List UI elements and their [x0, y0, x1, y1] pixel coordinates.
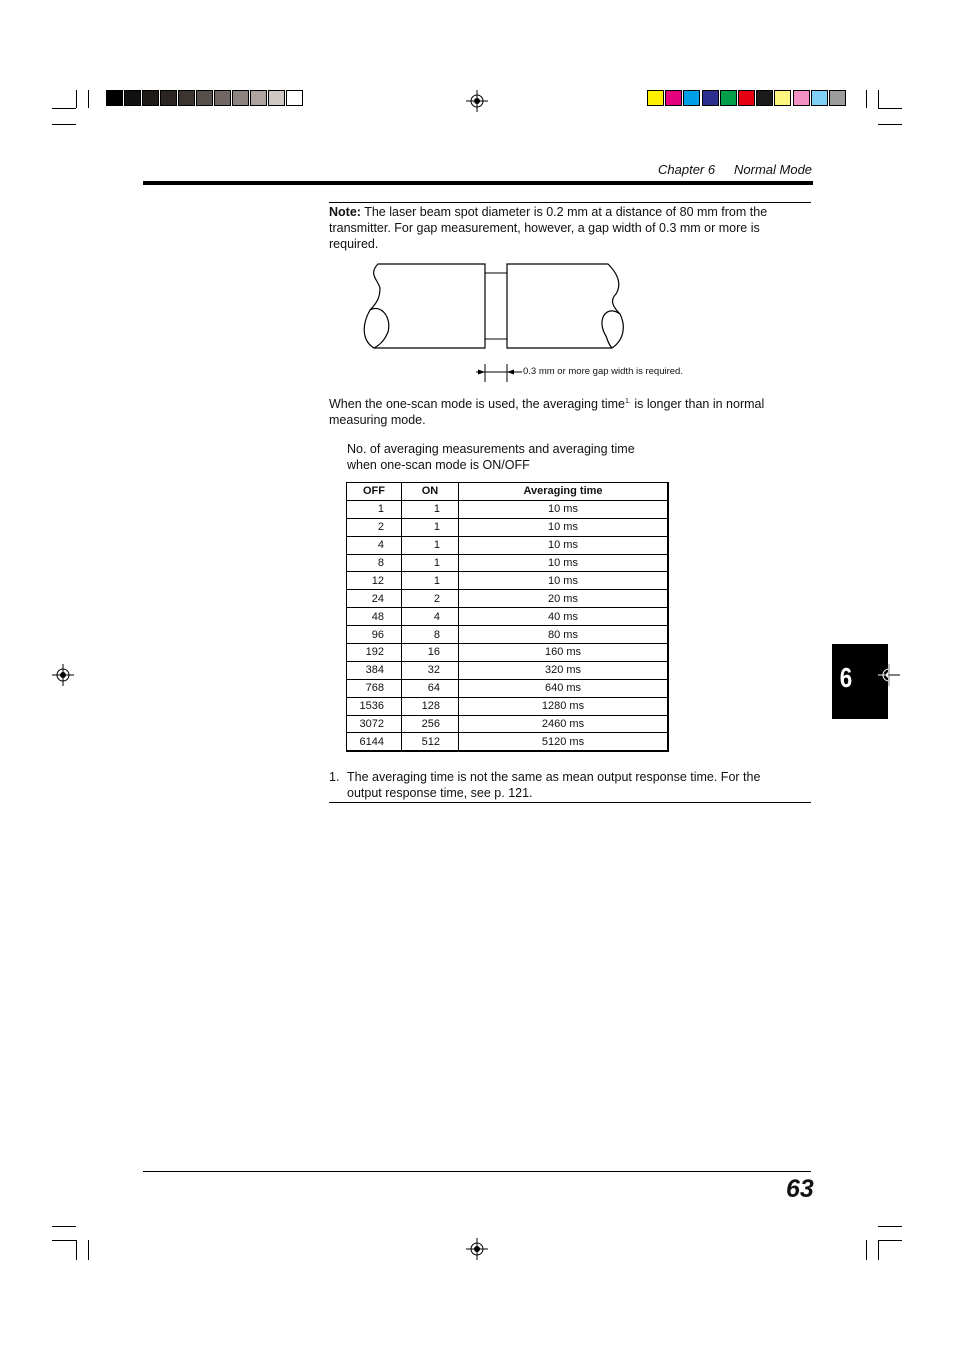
cell-off: 8 [347, 554, 402, 572]
cell-averaging-time: 20 ms [459, 590, 669, 608]
color-swatch [683, 90, 700, 106]
table-header-row [347, 483, 669, 501]
table-caption-line-1: No. of averaging measurements and averaging time [347, 442, 635, 456]
gray-swatch [160, 90, 177, 106]
gray-swatch [106, 90, 123, 106]
registration-mark-icon [52, 664, 74, 686]
gray-swatch [268, 90, 285, 106]
gray-swatch [196, 90, 213, 106]
color-swatch [829, 90, 846, 106]
table-row [347, 590, 669, 608]
table-row [347, 644, 669, 662]
cell-on: 1 [402, 536, 459, 554]
gray-swatch [232, 90, 249, 106]
chapter-tab-number: 6 [839, 662, 853, 693]
cell-on: 128 [402, 697, 459, 715]
cell-off: 768 [347, 679, 402, 697]
cell-averaging-time: 10 ms [459, 554, 669, 572]
cell-off: 12 [347, 572, 402, 590]
table-row [347, 608, 669, 626]
cell-averaging-time: 10 ms [459, 536, 669, 554]
intro-text-before: When the one-scan mode is used, the averaging time [329, 397, 626, 412]
color-swatch [647, 90, 664, 106]
cell-on: 2 [402, 590, 459, 608]
footnote-line-2: output response time, see p. 121. [347, 786, 533, 800]
table-row [347, 518, 669, 536]
footnote-line-1: The averaging time is not the same as mean output response time. For the [347, 770, 761, 784]
column-header-averaging-time: Averaging time [459, 483, 669, 501]
cell-on: 1 [402, 518, 459, 536]
color-swatch [811, 90, 828, 106]
table-row [347, 697, 669, 715]
cell-on: 1 [402, 500, 459, 518]
color-swatch [702, 90, 719, 106]
column-header-on: ON [402, 483, 459, 501]
gray-swatch [142, 90, 159, 106]
cell-on: 32 [402, 661, 459, 679]
note-top-rule [329, 202, 811, 203]
cell-on: 16 [402, 644, 459, 662]
cell-on: 64 [402, 679, 459, 697]
cell-averaging-time: 2460 ms [459, 715, 669, 733]
cell-on: 4 [402, 608, 459, 626]
color-swatch [756, 90, 773, 106]
footnote-reference: 1. [625, 398, 631, 405]
table-body [347, 500, 669, 751]
intro-paragraph [329, 394, 811, 428]
cell-on: 512 [402, 733, 459, 751]
cell-averaging-time: 5120 ms [459, 733, 669, 751]
registration-mark-icon [466, 90, 488, 112]
color-swatch [738, 90, 755, 106]
color-swatch [665, 90, 682, 106]
cell-averaging-time: 1280 ms [459, 697, 669, 715]
intro-text-after: is longer than in normal measuring mode. [329, 397, 765, 428]
table-row [347, 500, 669, 518]
table-row [347, 733, 669, 751]
cell-averaging-time: 80 ms [459, 626, 669, 644]
cell-on: 1 [402, 572, 459, 590]
table-row [347, 626, 669, 644]
color-swatch [793, 90, 810, 106]
header-rule [143, 181, 813, 185]
registration-mark-icon [466, 1238, 488, 1260]
cell-on: 256 [402, 715, 459, 733]
gray-swatch [286, 90, 303, 106]
cell-averaging-time: 10 ms [459, 518, 669, 536]
cell-off: 48 [347, 608, 402, 626]
cell-averaging-time: 320 ms [459, 661, 669, 679]
table-row [347, 554, 669, 572]
cell-averaging-time: 10 ms [459, 500, 669, 518]
color-swatch [720, 90, 737, 106]
registration-mark-icon [878, 664, 900, 686]
note-label: Note: [329, 205, 361, 219]
cell-on: 1 [402, 554, 459, 572]
cell-averaging-time: 10 ms [459, 572, 669, 590]
column-header-off: OFF [347, 483, 402, 501]
footnote-text [347, 769, 760, 801]
table-caption [347, 441, 635, 473]
color-swatch [774, 90, 791, 106]
footnote-bottom-rule [329, 802, 811, 803]
cell-off: 384 [347, 661, 402, 679]
cell-off: 3072 [347, 715, 402, 733]
note-paragraph [329, 204, 811, 252]
gray-swatch [214, 90, 231, 106]
footer-rule [143, 1171, 811, 1172]
cell-on: 8 [402, 626, 459, 644]
cell-off: 192 [347, 644, 402, 662]
gray-swatch [124, 90, 141, 106]
cell-off: 24 [347, 590, 402, 608]
table-caption-line-2: when one-scan mode is ON/OFF [347, 458, 530, 472]
chapter-label: Chapter 6 [658, 162, 716, 177]
note-text: The laser beam spot diameter is 0.2 mm at a distance of 80 mm from the transmitter. For gap measurement, however, a gap width of 0.3 mm or more is required. [329, 205, 768, 251]
table-row [347, 715, 669, 733]
cell-off: 2 [347, 518, 402, 536]
gray-swatch [178, 90, 195, 106]
cell-off: 96 [347, 626, 402, 644]
gray-swatch [250, 90, 267, 106]
table-row [347, 572, 669, 590]
cell-off: 4 [347, 536, 402, 554]
footnote-number: 1. [329, 770, 340, 784]
averaging-table [346, 482, 669, 752]
page-number: 63 [786, 1175, 814, 1203]
table-row [347, 536, 669, 554]
cell-off: 1536 [347, 697, 402, 715]
cell-averaging-time: 40 ms [459, 608, 669, 626]
table-row [347, 679, 669, 697]
figure-caption: 0.3 mm or more gap width is required. [523, 366, 683, 377]
cell-averaging-time: 640 ms [459, 679, 669, 697]
cell-off: 1 [347, 500, 402, 518]
table-row [347, 661, 669, 679]
cell-off: 6144 [347, 733, 402, 751]
cell-averaging-time: 160 ms [459, 644, 669, 662]
section-title: Normal Mode [734, 162, 813, 177]
